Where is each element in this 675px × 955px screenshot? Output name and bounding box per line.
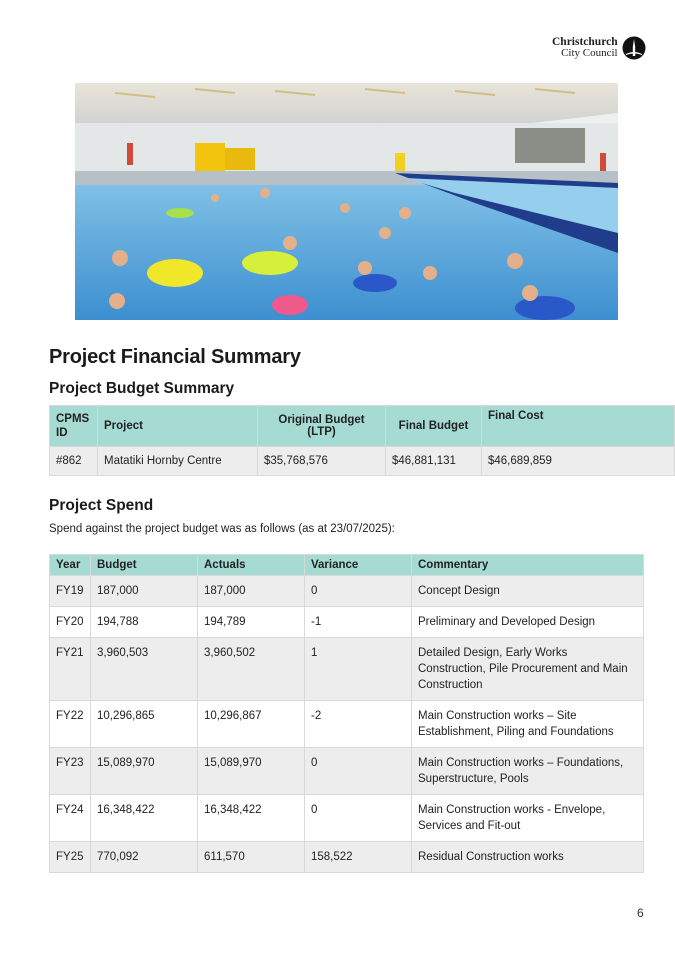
cell-commentary: Main Construction works - Envelope, Services and Fit-out: [412, 795, 644, 842]
cell-year: FY23: [50, 748, 91, 795]
cell-variance: -1: [305, 607, 412, 638]
col-variance: Variance: [305, 555, 412, 576]
cell-year: FY25: [50, 842, 91, 873]
council-logo: [552, 36, 646, 60]
cell-variance: 0: [305, 576, 412, 607]
cell-actuals: 15,089,970: [198, 748, 305, 795]
table-row: [50, 795, 644, 842]
cell-actuals: 187,000: [198, 576, 305, 607]
cell-budget: 770,092: [91, 842, 198, 873]
cell-project: Matatiki Hornby Centre: [98, 447, 258, 476]
cell-final-budget: $46,881,131: [386, 447, 482, 476]
col-final-budget: Final Budget: [386, 406, 482, 447]
col-final-cost: Final Cost: [482, 406, 675, 447]
table-row: [50, 638, 644, 701]
cell-variance: 158,522: [305, 842, 412, 873]
cell-commentary: Preliminary and Developed Design: [412, 607, 644, 638]
cell-year: FY20: [50, 607, 91, 638]
cell-actuals: 10,296,867: [198, 701, 305, 748]
page-title: Project Financial Summary: [49, 346, 301, 368]
cell-actuals: 611,570: [198, 842, 305, 873]
cell-final-cost: $46,689,859: [482, 447, 675, 476]
pool-photo: [75, 83, 618, 320]
budget-summary-heading: Project Budget Summary: [49, 380, 235, 397]
cell-year: FY22: [50, 701, 91, 748]
cell-commentary: Main Construction works – Foundations, Superstructure, Pools: [412, 748, 644, 795]
cell-budget: 187,000: [91, 576, 198, 607]
budget-header-row: [50, 406, 675, 447]
spend-header-row: [50, 555, 644, 576]
cell-budget: 10,296,865: [91, 701, 198, 748]
logo-line1: Christchurch: [552, 36, 618, 48]
table-row: [50, 842, 644, 873]
col-commentary: Commentary: [412, 555, 644, 576]
cell-actuals: 194,789: [198, 607, 305, 638]
col-cpms-id: CPMS ID: [50, 406, 98, 447]
cell-actuals: 16,348,422: [198, 795, 305, 842]
cell-year: FY24: [50, 795, 91, 842]
cell-year: FY19: [50, 576, 91, 607]
cell-variance: -2: [305, 701, 412, 748]
cell-actuals: 3,960,502: [198, 638, 305, 701]
spend-intro-text: Spend against the project budget was as follows (as at 23/07/2025):: [49, 523, 395, 535]
cell-budget: 15,089,970: [91, 748, 198, 795]
col-original-budget: Original Budget (LTP): [258, 406, 386, 447]
cell-budget: 3,960,503: [91, 638, 198, 701]
cell-cpms-id: #862: [50, 447, 98, 476]
cell-budget: 194,788: [91, 607, 198, 638]
page-number: 6: [637, 906, 644, 920]
cell-commentary: Residual Construction works: [412, 842, 644, 873]
cell-commentary: Main Construction works – Site Establishment, Piling and Foundations: [412, 701, 644, 748]
cell-original-budget: $35,768,576: [258, 447, 386, 476]
ccc-cathedral-logo-icon: [622, 36, 646, 60]
logo-text: [552, 37, 618, 59]
table-row: [50, 576, 644, 607]
table-row: [50, 607, 644, 638]
col-project: Project: [98, 406, 258, 447]
cell-commentary: Concept Design: [412, 576, 644, 607]
cell-year: FY21: [50, 638, 91, 701]
cell-variance: 1: [305, 638, 412, 701]
logo-line2: City Council: [561, 47, 618, 59]
col-budget: Budget: [91, 555, 198, 576]
project-spend-table: [49, 554, 644, 873]
project-spend-heading: Project Spend: [49, 497, 154, 514]
col-year: Year: [50, 555, 91, 576]
table-row: [50, 701, 644, 748]
pool-photo-illustration: [75, 83, 618, 320]
cell-budget: 16,348,422: [91, 795, 198, 842]
table-row: [50, 748, 644, 795]
col-actuals: Actuals: [198, 555, 305, 576]
cell-variance: 0: [305, 748, 412, 795]
cell-variance: 0: [305, 795, 412, 842]
cell-commentary: Detailed Design, Early Works Construction, Pile Procurement and Main Construction: [412, 638, 644, 701]
budget-summary-table: [49, 405, 675, 476]
table-row: [50, 447, 675, 476]
